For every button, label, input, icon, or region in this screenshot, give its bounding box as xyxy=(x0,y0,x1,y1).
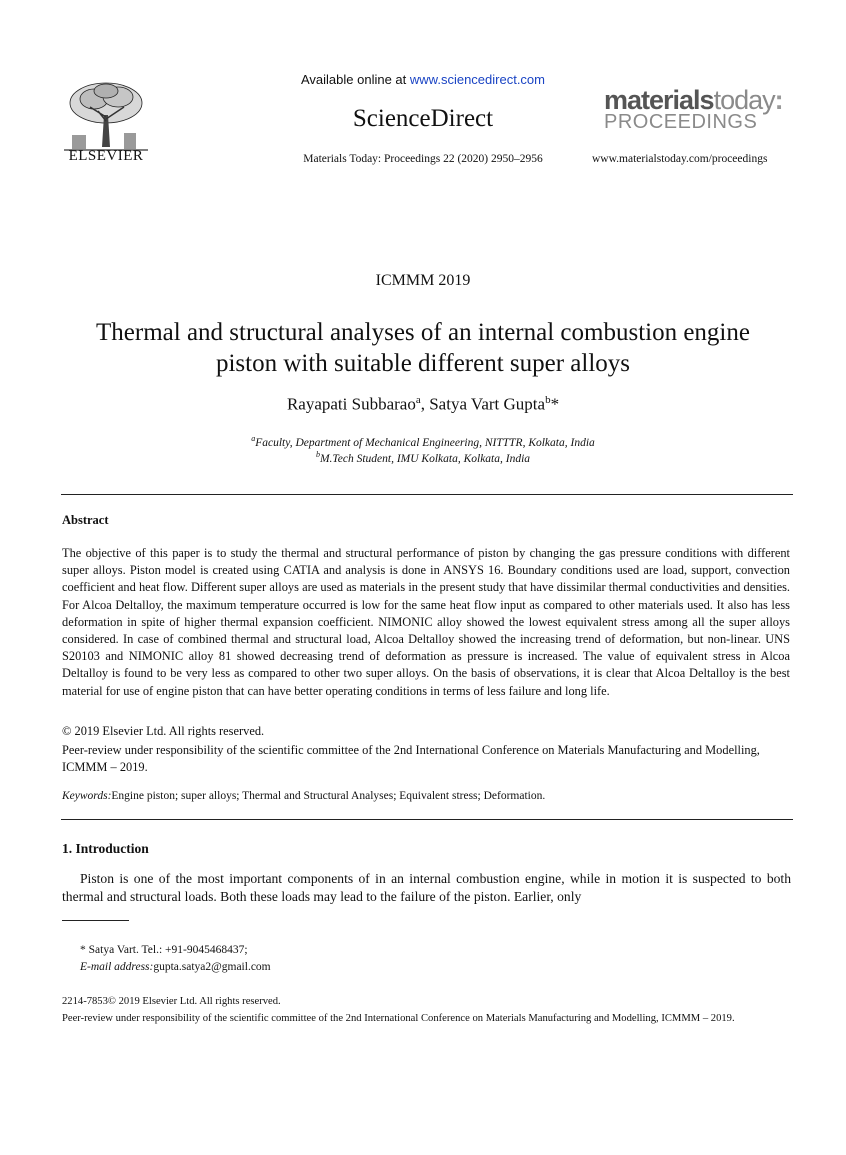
footer-peer-review: Peer-review under responsibility of the scientific committee of the 2nd International Conference on Materials Manufacturing and Modelling, ICMMM – 2019. xyxy=(62,1013,735,1024)
affiliation-b xyxy=(0,450,846,465)
abstract-copyright: © 2019 Elsevier Ltd. All rights reserved. xyxy=(62,724,265,738)
email-label: E-mail address: xyxy=(80,961,154,973)
email-address[interactable]: gupta.satya2@gmail.com xyxy=(153,961,271,973)
author-list xyxy=(0,394,846,415)
introduction-body: Piston is one of the most important components of in an internal combustion engine, while in motion it is suspected to both thermal and structural loads. Both these loads may lead to the failure of the piston. Earlier, only xyxy=(62,871,791,905)
divider-top xyxy=(61,494,793,495)
elsevier-wordmark: ELSEVIER xyxy=(68,148,144,164)
author-1-affil-mark: a xyxy=(415,394,421,406)
keywords xyxy=(62,790,545,802)
mt-logo-materials: materials xyxy=(604,85,714,115)
sciencedirect-title: ScienceDirect xyxy=(352,105,494,132)
footnote-divider xyxy=(62,920,129,921)
author-separator: , xyxy=(420,394,430,414)
mt-logo-proceedings: PROCEEDINGS xyxy=(604,111,758,133)
paper-title: Thermal and structural analyses of an internal combustion engine piston with suitable different super alloys xyxy=(96,319,750,377)
affiliation-a-text: Faculty, Department of Mechanical Engineering, NITTTR, Kolkata, India xyxy=(255,436,595,449)
mt-logo-colon: : xyxy=(774,85,783,115)
availability-prefix: Available online at xyxy=(300,72,410,87)
abstract-heading: Abstract xyxy=(62,513,109,527)
mt-logo-wordmark xyxy=(604,86,784,114)
materials-today-logo xyxy=(604,86,784,132)
conference-name: ICMMM 2019 xyxy=(375,272,471,289)
footnote-corresponding: * Satya Vart. Tel.: +91-9045468437; xyxy=(80,944,248,956)
corresponding-mark: * xyxy=(550,394,560,414)
issn-copyright: 2214-7853© 2019 Elsevier Ltd. All rights reserved. xyxy=(62,996,281,1007)
mt-logo-today: today xyxy=(713,85,775,115)
journal-url[interactable]: www.materialstoday.com/proceedings xyxy=(592,153,768,165)
author-2-affil-mark: b xyxy=(545,394,551,406)
keywords-label: Keywords: xyxy=(62,790,112,802)
section-heading-introduction: 1. Introduction xyxy=(62,841,149,856)
abstract-body: The objective of this paper is to study the thermal and structural performance of piston by changing the gas pressure conditions with different super alloys. Piston model is created using CATIA and analysis is done in ANSYS 16. Boundary conditions used are load, support, convection coefficient and heat flow. Different super alloys are used as materials in the present study that have dissimilar thermal conductivities and densities. For Alcoa Deltalloy, the maximum temperature occurred is low for the same heat flow input as compared to other materials used. It also has less deformation in spite of higher thermal expansion coefficient. NIMONIC alloy showed the lowest equivalent stress among all the super alloys considered. In case of combined thermal and structural load, Alcoa Deltalloy showed the increasing trend of deformation, but non-linear. UNS S20103 and NIMONIC alloy 81 showed decreasing trend of deformation as pressure is increased. The value of equivalent stress in Alcoa Deltalloy is found to be very less as compared to other two super alloys. On the basis of observations, it is clear that Alcoa Deltalloy is the best material for use of engine piston that can have better operating conditions in terms of less failure and long life. xyxy=(62,546,790,698)
affiliation-a xyxy=(0,434,846,449)
author-2: Satya Vart Gupta xyxy=(429,394,546,414)
divider-bottom xyxy=(61,819,793,820)
author-1: Rayapati Subbarao xyxy=(286,394,416,414)
abstract-peer-review: Peer-review under responsibility of the scientific committee of the 2nd International Conference on Materials Manufacturing and Modelling, ICMMM – 2019. xyxy=(62,743,760,775)
affiliation-b-mark: b xyxy=(315,450,320,459)
sciencedirect-link[interactable]: www.sciencedirect.com xyxy=(409,72,545,87)
affiliation-b-text: M.Tech Student, IMU Kolkata, Kolkata, India xyxy=(319,452,531,465)
keywords-list: Engine piston; super alloys; Thermal and Structural Analyses; Equivalent stress; Deformation. xyxy=(111,790,546,802)
footnote-email xyxy=(80,961,271,973)
affiliation-a-mark: a xyxy=(251,434,256,443)
journal-citation: Materials Today: Proceedings 22 (2020) 2950–2956 xyxy=(303,153,543,165)
